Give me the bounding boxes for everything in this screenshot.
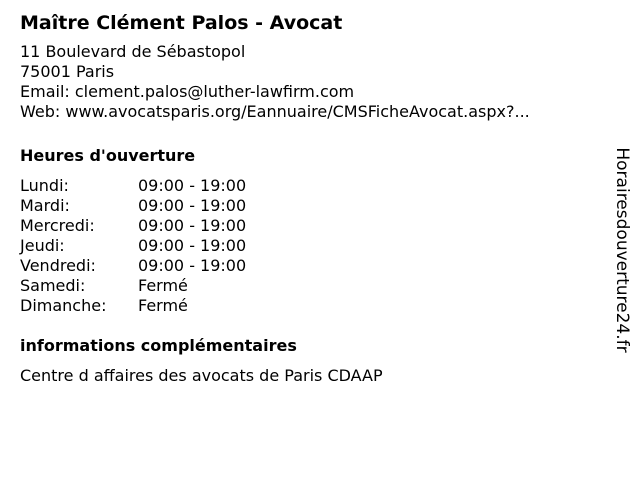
- time-value: Fermé: [138, 276, 188, 295]
- day-label: Vendredi:: [20, 256, 96, 275]
- time-value: 09:00 - 19:00: [138, 196, 247, 215]
- address-block: [20, 42, 610, 122]
- business-card: [20, 10, 610, 386]
- hours-row-friday: [20, 256, 610, 276]
- opening-hours-table: [20, 176, 610, 316]
- day-label: Lundi:: [20, 176, 69, 195]
- time-value: 09:00 - 19:00: [138, 256, 247, 275]
- city-postal: 75001 Paris: [20, 62, 115, 81]
- page-title: Maître Clément Palos - Avocat: [20, 12, 343, 34]
- web-line[interactable]: Web: www.avocatsparis.org/Eannuaire/CMSFicheAvocat.aspx?...: [20, 102, 530, 121]
- site-watermark: Horairesdouverture24.fr: [612, 147, 632, 353]
- street-address: 11 Boulevard de Sébastopol: [20, 42, 246, 61]
- hours-row-tuesday: [20, 196, 610, 216]
- time-value: 09:00 - 19:00: [138, 236, 247, 255]
- time-value: 09:00 - 19:00: [138, 216, 247, 235]
- info-heading: informations complémentaires: [20, 336, 297, 355]
- hours-row-monday: [20, 176, 610, 196]
- time-value: Fermé: [138, 296, 188, 315]
- time-value: 09:00 - 19:00: [138, 176, 247, 195]
- day-label: Jeudi:: [20, 236, 65, 255]
- hours-heading: Heures d'ouverture: [20, 146, 196, 165]
- day-label: Mardi:: [20, 196, 70, 215]
- hours-row-wednesday: [20, 216, 610, 236]
- info-text: Centre d affaires des avocats de Paris CDAAP: [20, 366, 383, 385]
- email-line[interactable]: Email: clement.palos@luther-lawfirm.com: [20, 82, 355, 101]
- day-label: Dimanche:: [20, 296, 107, 315]
- hours-row-sunday: [20, 296, 610, 316]
- day-label: Mercredi:: [20, 216, 95, 235]
- hours-row-thursday: [20, 236, 610, 256]
- hours-row-saturday: [20, 276, 610, 296]
- day-label: Samedi:: [20, 276, 86, 295]
